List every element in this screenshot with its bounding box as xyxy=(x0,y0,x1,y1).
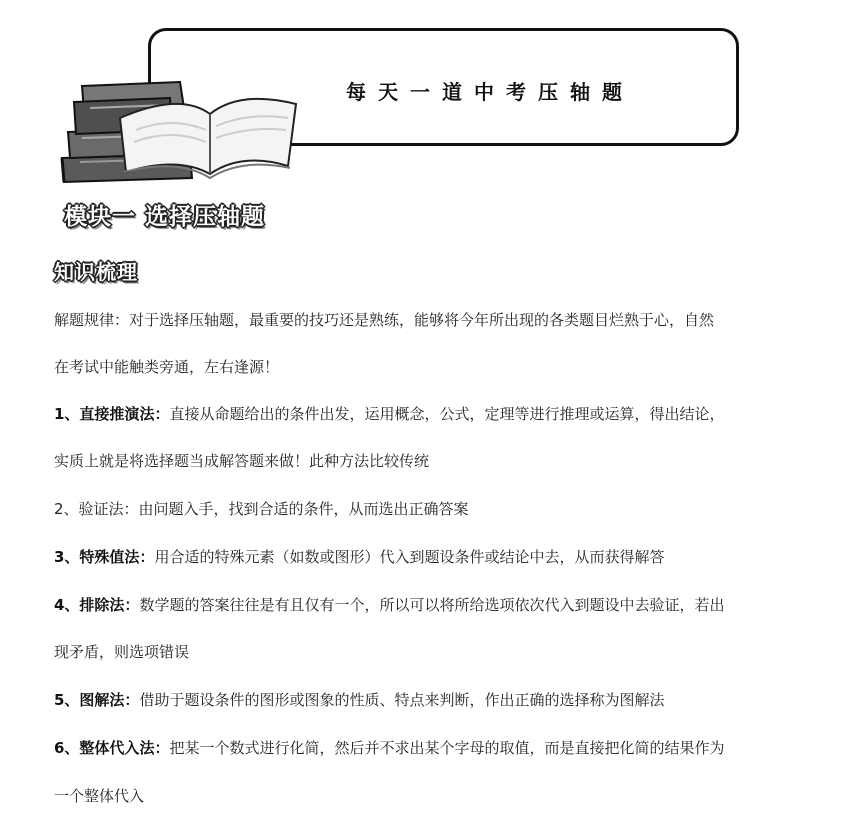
method-6 xyxy=(54,738,724,758)
method-1 xyxy=(54,404,724,424)
line-text: 现矛盾，则选项错误 xyxy=(54,643,190,661)
line-text: 用合适的特殊元素（如数或图形）代入到题设条件或结论中去，从而获得解答 xyxy=(154,548,665,566)
line-text: 2、验证法：由问题入手，找到合适的条件，从而选出正确答案 xyxy=(54,500,469,518)
line-text: 直接从命题给出的条件出发，运用概念，公式，定理等进行推理或运算，得出结论， xyxy=(169,405,725,423)
section-title: 知识梳理 xyxy=(54,260,138,284)
body-line-11 xyxy=(54,786,144,806)
method-3 xyxy=(54,547,664,567)
books-illustration-icon xyxy=(60,74,300,186)
method-label: 3、特殊值法： xyxy=(54,548,155,566)
body-line-2 xyxy=(54,357,279,377)
banner-title: 每天一道中考压轴题 xyxy=(346,80,634,104)
line-text: 在考试中能触类旁通，左右逢源！ xyxy=(54,358,280,376)
line-text: 实质上就是将选择题当成解答题来做！此种方法比较传统 xyxy=(54,452,430,470)
line-text: 数学题的答案往往是有且仅有一个，所以可以将所给选项依次代入到题设中去验证，若出 xyxy=(139,596,725,614)
module-title: 模块一 选择压轴题 xyxy=(64,204,266,230)
method-4 xyxy=(54,595,724,615)
body-line-8 xyxy=(54,642,189,662)
line-text: 一个整体代入 xyxy=(54,787,145,805)
method-label: 5、图解法： xyxy=(54,691,140,709)
body-line-1 xyxy=(54,310,714,330)
body-line-4 xyxy=(54,451,429,471)
method-5 xyxy=(54,690,664,710)
line-text: 把某一个数式进行化简，然后并不求出某个字母的取值，而是直接把化简的结果作为 xyxy=(169,739,725,757)
line-text: 解题规律：对于选择压轴题，最重要的技巧还是熟练，能够将今年所出现的各类题目烂熟于心，自然 xyxy=(54,311,715,329)
method-label: 1、直接推演法： xyxy=(54,405,170,423)
header-banner xyxy=(60,26,740,158)
method-2 xyxy=(54,499,469,519)
method-label: 6、整体代入法： xyxy=(54,739,170,757)
line-text: 借助于题设条件的图形或图象的性质、特点来判断，作出正确的选择称为图解法 xyxy=(139,691,665,709)
method-label: 4、排除法： xyxy=(54,596,140,614)
